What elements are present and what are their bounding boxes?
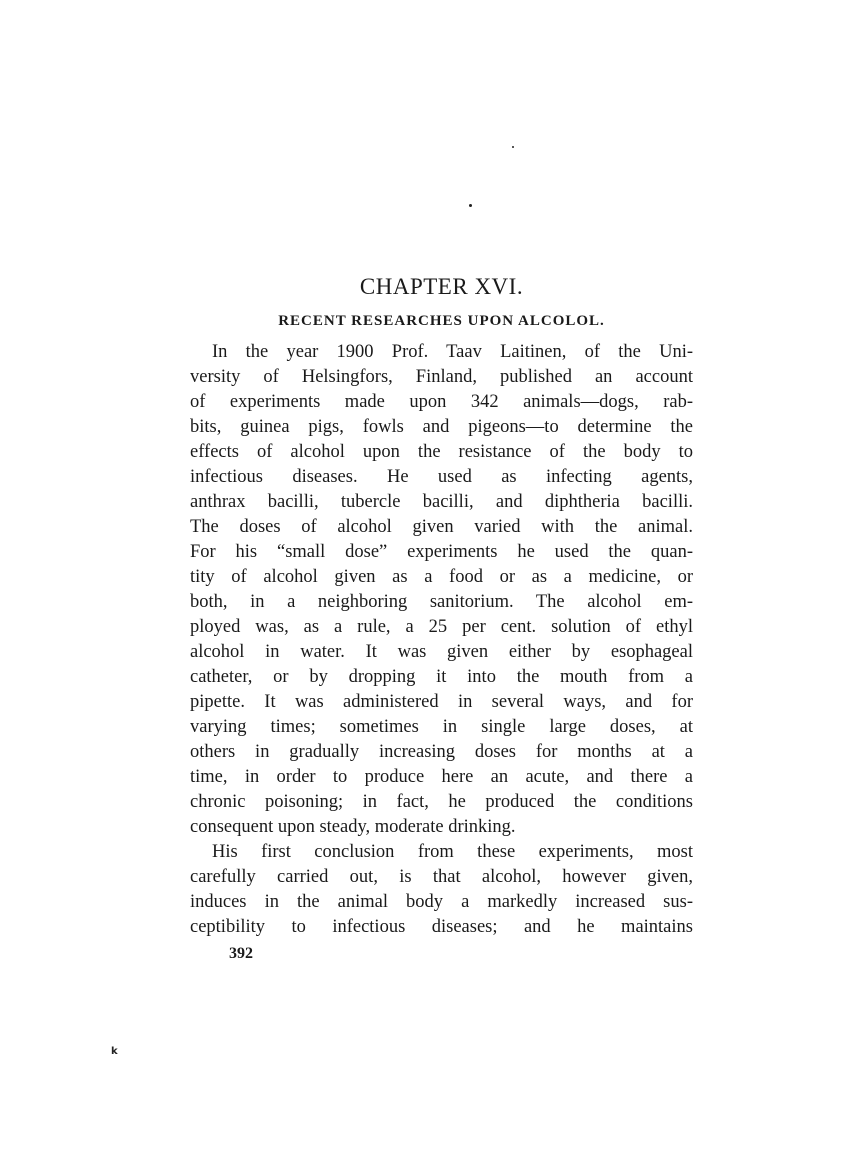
text-line: In the year 1900 Prof. Taav Laitinen, of the Uni- [212, 342, 693, 362]
text-line: ceptibility to infectious diseases; and he maintains [190, 917, 693, 937]
body-text [190, 340, 693, 940]
text-line: anthrax bacilli, tubercle bacilli, and diphtheria bacilli. [190, 492, 693, 512]
text-line: versity of Helsingfors, Finland, published an account [190, 367, 693, 387]
ink-speck [469, 204, 472, 207]
ink-speck [512, 146, 514, 148]
paragraph [190, 340, 693, 840]
paragraph [190, 840, 693, 940]
text-line: time, in order to produce here an acute, and there a [190, 767, 693, 787]
text-line: For his “small dose” experiments he used the quan- [190, 542, 693, 562]
text-line: tity of alcohol given as a food or as a medicine, or [190, 567, 693, 587]
chapter-title: CHAPTER XVI. [359, 274, 524, 299]
text-line: chronic poisoning; in fact, he produced the conditions [190, 792, 693, 812]
text-line: alcohol in water. It was given either by esophageal [190, 642, 693, 662]
text-line: The doses of alcohol given varied with the animal. [190, 517, 693, 537]
text-line: pipette. It was administered in several ways, and for [190, 692, 693, 712]
text-line: His first conclusion from these experiments, most [212, 842, 693, 862]
text-line: varying times; sometimes in single large doses, at [190, 717, 693, 737]
chapter-subtitle: RECENT RESEARCHES UPON ALCOLOL. [278, 313, 605, 329]
text-line: induces in the animal body a markedly increased sus- [190, 892, 693, 912]
page-number: 392 [229, 945, 253, 962]
text-line: effects of alcohol upon the resistance of the body to [190, 442, 693, 462]
text-line: infectious diseases. He used as infecting agents, [190, 467, 693, 487]
corner-mark: k [111, 1046, 118, 1057]
text-line: consequent upon steady, moderate drinking. [190, 817, 516, 837]
text-line: of experiments made upon 342 animals—dogs, rab- [190, 392, 693, 412]
text-line: ployed was, as a rule, a 25 per cent. solution of ethyl [190, 617, 693, 637]
text-line: bits, guinea pigs, fowls and pigeons—to determine the [190, 417, 693, 437]
text-line: others in gradually increasing doses for months at a [190, 742, 693, 762]
text-line: catheter, or by dropping it into the mouth from a [190, 667, 693, 687]
text-line: both, in a neighboring sanitorium. The alcohol em- [190, 592, 693, 612]
text-line: carefully carried out, is that alcohol, however given, [190, 867, 693, 887]
